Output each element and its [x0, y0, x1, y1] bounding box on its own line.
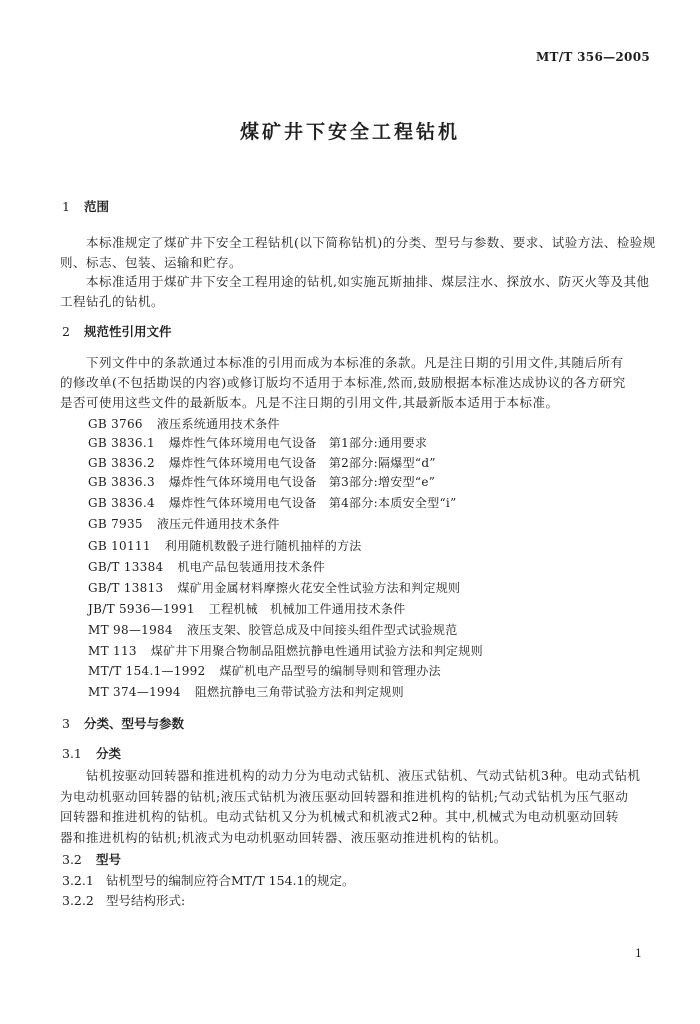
reference-item	[88, 454, 436, 471]
reference-code: GB 7935	[88, 517, 143, 531]
reference-title: 液压元件通用技术条件	[156, 517, 280, 531]
paragraph-line: 工程钻孔的钻机。	[60, 294, 165, 309]
subsection-title: 分类	[96, 746, 122, 761]
reference-title: 煤矿用金属材料摩擦火花安全性试验方法和判定规则	[177, 581, 461, 595]
reference-title: 煤矿井下用聚合物制品阻燃抗静电性通用试验方法和判定规则	[150, 644, 483, 658]
reference-item	[88, 642, 483, 659]
section-title: 分类、型号与参数	[84, 716, 185, 731]
reference-code: GB/T 13813	[88, 581, 164, 595]
reference-item	[88, 558, 325, 575]
reference-code: GB 3836.4	[88, 496, 155, 510]
subsection-3-1-heading	[62, 744, 121, 762]
reference-item	[88, 683, 404, 700]
reference-code: GB 3766	[88, 417, 143, 431]
subsection-3-2-heading	[62, 850, 121, 868]
reference-title: 机电产品包装通用技术条件	[177, 560, 326, 574]
reference-code: GB 3836.2	[88, 456, 155, 470]
reference-title: 爆炸性气体环境用电气设备 第3部分:增安型“e”	[168, 475, 436, 489]
reference-item	[88, 415, 280, 432]
clause-3-2-1	[62, 871, 354, 889]
reference-code: MT/T 154.1—1992	[88, 664, 206, 678]
reference-title: 爆炸性气体环境用电气设备 第1部分:通用要求	[168, 436, 428, 450]
reference-title: 利用随机数骰子进行随机抽样的方法	[164, 539, 362, 553]
reference-title: 爆炸性气体环境用电气设备 第4部分:本质安全型“i”	[168, 496, 457, 510]
paragraph-line: 则、标志、包装、运输和贮存。	[60, 255, 243, 270]
paragraph-line: 回转器和推进机构的钻机。电动式钻机又分为机械式和机液式2种。其中,机械式为电动机驱动回转	[60, 809, 619, 824]
reference-item	[88, 621, 458, 638]
section-number: 1	[62, 199, 70, 214]
clause-3-2-2	[62, 891, 185, 909]
reference-code: GB 10111	[88, 539, 151, 553]
reference-code: JB/T 5936—1991	[88, 602, 195, 616]
reference-title: 工程机械 机械加工件通用技术条件	[208, 602, 406, 616]
reference-item	[88, 494, 457, 511]
paragraph-line: 本标准适用于煤矿井下安全工程用途的钻机,如实施瓦斯抽排、煤层注水、探放水、防灭火等及其他	[86, 274, 650, 289]
section-number: 3	[62, 716, 70, 731]
clause-text: 钻机型号的编制应符合MT/T 154.1的规定。	[106, 873, 355, 888]
paragraph-line: 下列文件中的条款通过本标准的引用而成为本标准的条款。凡是注日期的引用文件,其随后所有	[86, 355, 624, 370]
reference-code: GB 3836.3	[88, 475, 155, 489]
reference-item	[88, 434, 427, 451]
reference-code: MT 98—1984	[88, 623, 173, 637]
section-1-heading	[62, 197, 109, 215]
section-2-heading	[62, 322, 172, 340]
reference-title: 液压支架、胶管总成及中间接头组件型式试验规范	[186, 623, 458, 637]
clause-text: 型号结构形式:	[106, 893, 186, 908]
clause-number: 3.2.2	[62, 893, 94, 908]
reference-item	[88, 515, 280, 532]
reference-item	[88, 473, 435, 490]
clause-number: 3.2.1	[62, 873, 94, 888]
reference-title: 阻燃抗静电三角带试验方法和判定规则	[194, 685, 404, 699]
section-title: 范围	[84, 199, 110, 214]
reference-title: 爆炸性气体环境用电气设备 第2部分:隔爆型“d”	[168, 456, 436, 470]
reference-title: 液压系统通用技术条件	[156, 417, 280, 431]
reference-item	[88, 537, 362, 554]
section-number: 2	[62, 324, 70, 339]
paragraph-line: 本标准规定了煤矿井下安全工程钻机(以下简称钻机)的分类、型号与参数、要求、试验方法、检验规	[86, 235, 656, 250]
reference-code: MT 113	[88, 644, 137, 658]
reference-item	[88, 662, 441, 679]
subsection-number: 3.1	[62, 746, 82, 761]
paragraph-line: 钻机按驱动回转器和推进机构的动力分为电动式钻机、液压式钻机、气动式钻机3种。电动式钻机	[86, 768, 641, 783]
section-title: 规范性引用文件	[84, 324, 172, 339]
reference-item	[88, 579, 460, 596]
standard-code: MT/T 356—2005	[535, 50, 650, 64]
reference-code: GB 3836.1	[88, 436, 155, 450]
reference-code: MT 374—1994	[88, 685, 181, 699]
subsection-title: 型号	[96, 852, 122, 867]
paragraph-line: 是否可使用这些文件的最新版本。凡是不注日期的引用文件,其最新版本适用于本标准。	[60, 395, 559, 410]
paragraph-line: 器和推进机构的钻机;机液式为电动机驱动回转器、液压驱动推进机构的钻机。	[60, 830, 507, 845]
reference-item	[88, 600, 406, 617]
section-3-heading	[62, 714, 184, 732]
document-title: 煤矿井下安全工程钻机	[239, 121, 460, 143]
paragraph-line: 为电动机驱动回转器的钻机;液压式钻机为液压驱动回转器和推进机构的钻机;气动式钻机为压气驱动	[60, 789, 629, 804]
paragraph-line: 的修改单(不包括勘误的内容)或修订版均不适用于本标准,然而,鼓励根据本标准达成协议的各方研究	[60, 375, 626, 390]
subsection-number: 3.2	[62, 852, 82, 867]
reference-title: 煤矿机电产品型号的编制导则和管理办法	[219, 664, 441, 678]
reference-code: GB/T 13384	[88, 560, 164, 574]
page-number: 1	[635, 947, 642, 960]
